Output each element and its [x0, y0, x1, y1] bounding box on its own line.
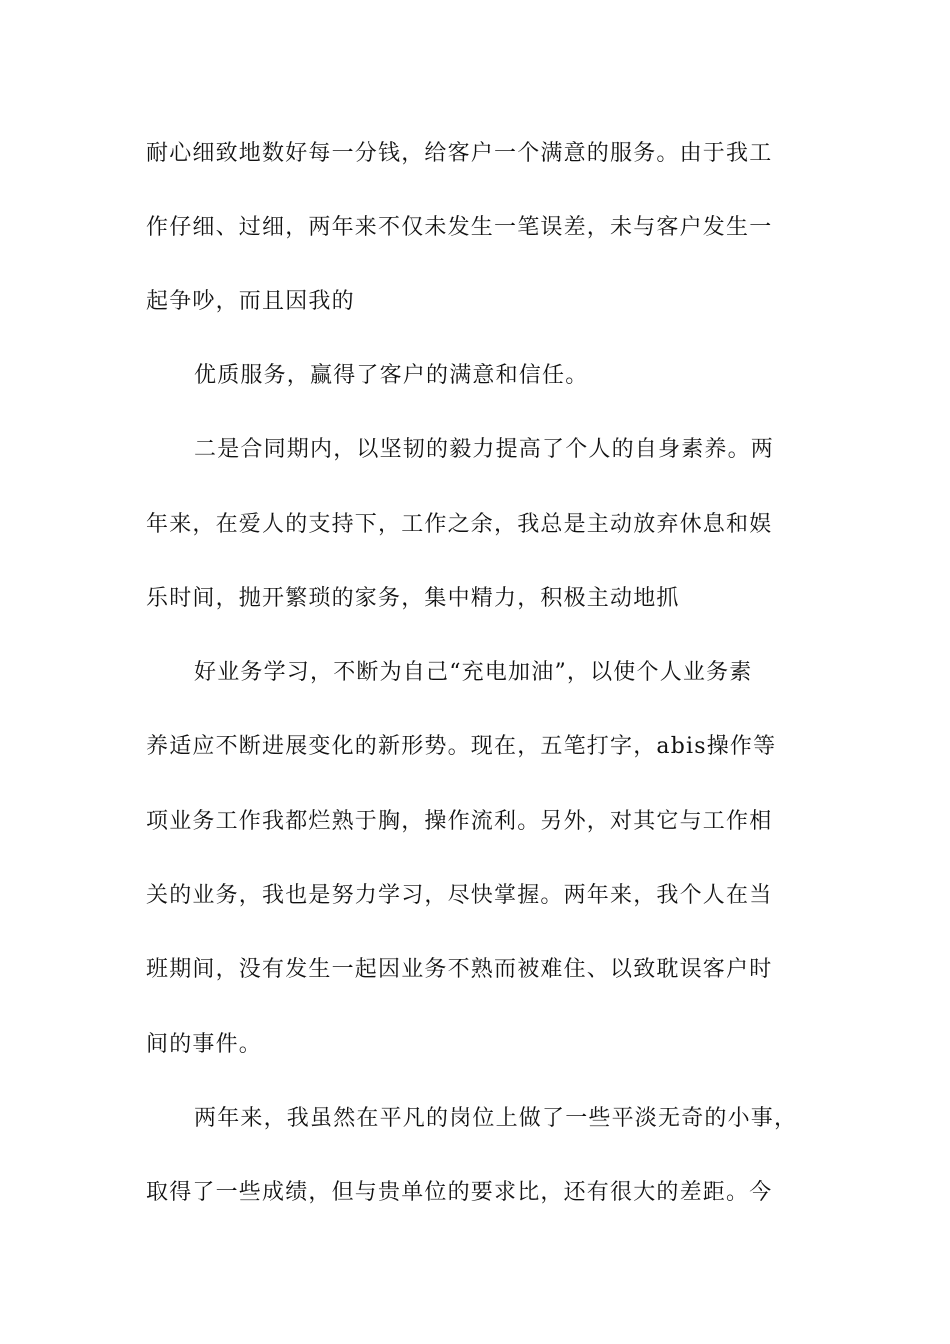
text-line: 班期间，没有发生一起因业务不熟而被难住、以致耽误客户时 — [146, 957, 773, 982]
text-line: 优质服务，赢得了客户的满意和信任。 — [194, 363, 589, 388]
text-line: 取得了一些成绩，但与贵单位的要求比，还有很大的差距。今 — [146, 1180, 773, 1205]
text-line: 关的业务，我也是努力学习，尽快掌握。两年来，我个人在当 — [146, 883, 773, 908]
text-line: 耐心细致地数好每一分钱，给客户一个满意的服务。由于我工 — [146, 141, 773, 166]
text-line: 项业务工作我都烂熟于胸，操作流利。另外，对其它与工作相 — [146, 809, 773, 834]
text-line: 作仔细、过细，两年来不仅未发生一笔误差，未与客户发生一 — [146, 215, 773, 240]
text-line: 间的事件。 — [146, 1032, 263, 1057]
text-line: 乐时间，抛开繁琐的家务，集中精力，积极主动地抓 — [146, 586, 680, 611]
text-line: 二是合同期内，以坚韧的毅力提高了个人的自身素养。两 — [194, 437, 775, 462]
text-line: 起争吵，而且因我的 — [146, 289, 355, 314]
text-line: 养适应不断进展变化的新形势。现在，五笔打字，abis操作等 — [146, 734, 777, 759]
text-line: 年来，在爱人的支持下，工作之余，我总是主动放弃休息和娱 — [146, 512, 773, 537]
text-line: 好业务学习，不断为自己“充电加油”，以使个人业务素 — [194, 660, 753, 685]
text-line: 两年来，我虽然在平凡的岗位上做了一些平淡无奇的小事， — [194, 1106, 798, 1131]
